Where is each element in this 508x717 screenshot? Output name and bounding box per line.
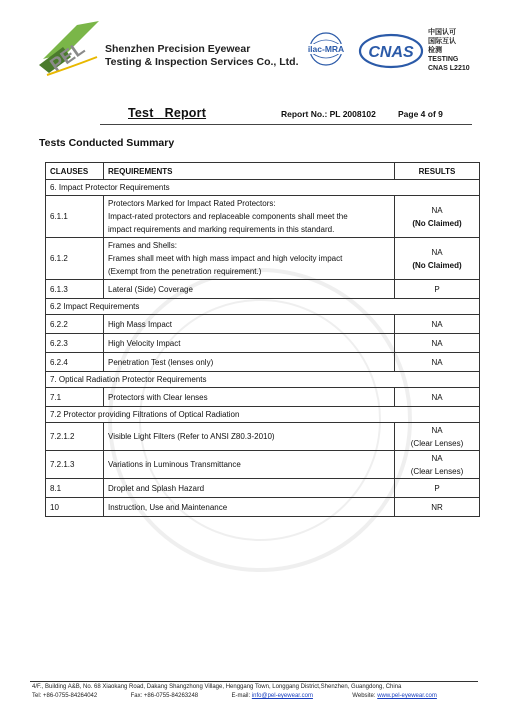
clause-cell: 6.2.4: [46, 353, 104, 372]
result-value: NA: [431, 357, 443, 367]
result-value: NA: [431, 392, 443, 402]
result-value: (Clear Lenses): [410, 438, 464, 448]
svg-text:ilac-MRA: ilac-MRA: [307, 44, 345, 54]
result-cell: [395, 315, 480, 334]
requirement-cell: [104, 498, 395, 517]
requirement-line: Protectors Marked for Impact Rated Protectors:: [108, 199, 276, 208]
svg-text:CNAS: CNAS: [368, 44, 414, 61]
table-row: [46, 479, 480, 498]
requirement-cell: [104, 334, 395, 353]
cnas-logo-icon: [357, 31, 425, 71]
report-number: Report No.: PL 2008102: [281, 109, 376, 119]
section-heading-cell: 6.2 Impact Requirements: [46, 299, 480, 315]
table-row: [46, 334, 480, 353]
table-header-row: [46, 163, 480, 180]
header-requirements: REQUIREMENTS: [104, 163, 395, 180]
result-cell: [395, 238, 480, 280]
result-value: (No Claimed): [412, 260, 462, 270]
result-value: (No Claimed): [412, 218, 462, 228]
result-cell: [395, 451, 480, 479]
result-value: NA: [431, 319, 443, 329]
footer-email-link[interactable]: info@pel-eyewear.com: [251, 693, 313, 699]
tests-summary-table: [45, 162, 480, 517]
page-number: Page 4 of 9: [398, 109, 443, 119]
table-row: [46, 388, 480, 407]
requirement-cell: [104, 451, 395, 479]
clause-cell: 6.1.3: [46, 280, 104, 299]
footer-address: 4/F., Building A&B, No. 68 Xiaokang Road, Dakang Shangzhong Village, Henggang Town, Longgang District,Shenzhen, Guangdong, China: [32, 684, 402, 690]
result-value: (Clear Lenses): [410, 466, 464, 476]
pel-logo-icon: [37, 17, 103, 79]
footer-fax: Fax: +86-0755-84263248: [130, 693, 199, 699]
requirement-line: Lateral (Side) Coverage: [108, 284, 193, 294]
header-results: RESULTS: [395, 163, 480, 180]
ilac-mra-logo-icon: [301, 31, 351, 67]
requirement-line: Protectors with Clear lenses: [108, 392, 208, 402]
result-cell: [395, 353, 480, 372]
cnas-line: 中国认可: [428, 29, 456, 36]
result-value: NA: [431, 338, 443, 348]
result-cell: [395, 388, 480, 407]
result-value: NA: [431, 425, 443, 435]
requirement-line: Penetration Test (lenses only): [108, 357, 214, 367]
clause-cell: 7.2.1.3: [46, 451, 104, 479]
section-heading-cell: 7. Optical Radiation Protector Requirements: [46, 372, 480, 388]
requirement-cell: [104, 423, 395, 451]
requirement-line: impact requirements and marking requirements in this standard.: [108, 225, 335, 234]
requirement-cell: [104, 238, 395, 280]
company-name-line2: Testing & Inspection Services Co., Ltd.: [105, 56, 299, 68]
footer-website-label: Website:: [352, 693, 378, 699]
requirement-line: High Mass Impact: [108, 319, 173, 329]
table-row: [46, 315, 480, 334]
result-cell: [395, 196, 480, 238]
table-section-row: [46, 299, 480, 315]
table-row: [46, 451, 480, 479]
footer-divider: [30, 681, 478, 682]
requirement-line: Instruction, Use and Maintenance: [108, 502, 228, 512]
table-row: [46, 353, 480, 372]
requirement-line: Frames shall meet with high mass impact and high velocity impact: [108, 254, 343, 263]
report-title: Test Report: [128, 106, 207, 120]
requirement-line: Visible Light Filters (Refer to ANSI Z80.3-2010): [108, 432, 275, 441]
heading-divider: [100, 124, 472, 125]
requirement-line: High Velocity Impact: [108, 338, 181, 348]
footer-website-link[interactable]: www.pel-eyewear.com: [377, 693, 437, 699]
clause-cell: 7.1: [46, 388, 104, 407]
cnas-line: 检测: [428, 47, 442, 54]
table-row: [46, 196, 480, 238]
requirement-cell: [104, 315, 395, 334]
clause-cell: 6.1.1: [46, 196, 104, 238]
clause-cell: 8.1: [46, 479, 104, 498]
result-cell: [395, 280, 480, 299]
company-name: [105, 43, 299, 69]
result-value: P: [434, 284, 440, 294]
footer-tel: Tel: +86-0755-84264042: [32, 693, 98, 699]
requirement-line: Droplet and Splash Hazard: [108, 483, 205, 493]
requirement-line: Variations in Luminous Transmittance: [108, 460, 241, 469]
requirement-line: Frames and Shells:: [108, 241, 177, 250]
section-title: Tests Conducted Summary: [39, 137, 175, 149]
header-clauses: CLAUSES: [46, 163, 104, 180]
requirement-cell: [104, 353, 395, 372]
result-value: NA: [431, 453, 443, 463]
result-value: NA: [431, 247, 443, 257]
clause-cell: 6.2.2: [46, 315, 104, 334]
svg-text:PEL: PEL: [46, 37, 89, 77]
cnas-line: CNAS L2210: [428, 65, 470, 72]
requirement-line: (Exempt from the penetration requirement.): [108, 267, 262, 276]
result-cell: [395, 479, 480, 498]
table-row: [46, 498, 480, 517]
footer-email-label: E-mail:: [231, 693, 252, 699]
cnas-line: 国际互认: [428, 38, 456, 45]
section-heading-cell: 6. Impact Protector Requirements: [46, 180, 480, 196]
result-value: P: [434, 483, 440, 493]
section-heading-cell: 7.2 Protector providing Filtrations of Optical Radiation: [46, 407, 480, 423]
clause-cell: 6.1.2: [46, 238, 104, 280]
table-section-row: [46, 407, 480, 423]
table-section-row: [46, 180, 480, 196]
result-cell: [395, 423, 480, 451]
clause-cell: 7.2.1.2: [46, 423, 104, 451]
result-cell: [395, 334, 480, 353]
table-row: [46, 423, 480, 451]
result-value: NA: [431, 205, 443, 215]
requirement-cell: [104, 280, 395, 299]
result-cell: [395, 498, 480, 517]
footer-contact: [32, 693, 437, 699]
requirement-cell: [104, 388, 395, 407]
table-row: [46, 280, 480, 299]
table-section-row: [46, 372, 480, 388]
result-value: NR: [431, 502, 443, 512]
company-name-line1: Shenzhen Precision Eyewear: [105, 43, 251, 55]
requirement-line: Impact-rated protectors and replaceable components shall meet the: [108, 212, 348, 221]
clause-cell: 10: [46, 498, 104, 517]
requirement-cell: [104, 479, 395, 498]
clause-cell: 6.2.3: [46, 334, 104, 353]
requirement-cell: [104, 196, 395, 238]
table-row: [46, 238, 480, 280]
cnas-accreditation-text: [428, 28, 470, 73]
cnas-line: TESTING: [428, 56, 459, 63]
